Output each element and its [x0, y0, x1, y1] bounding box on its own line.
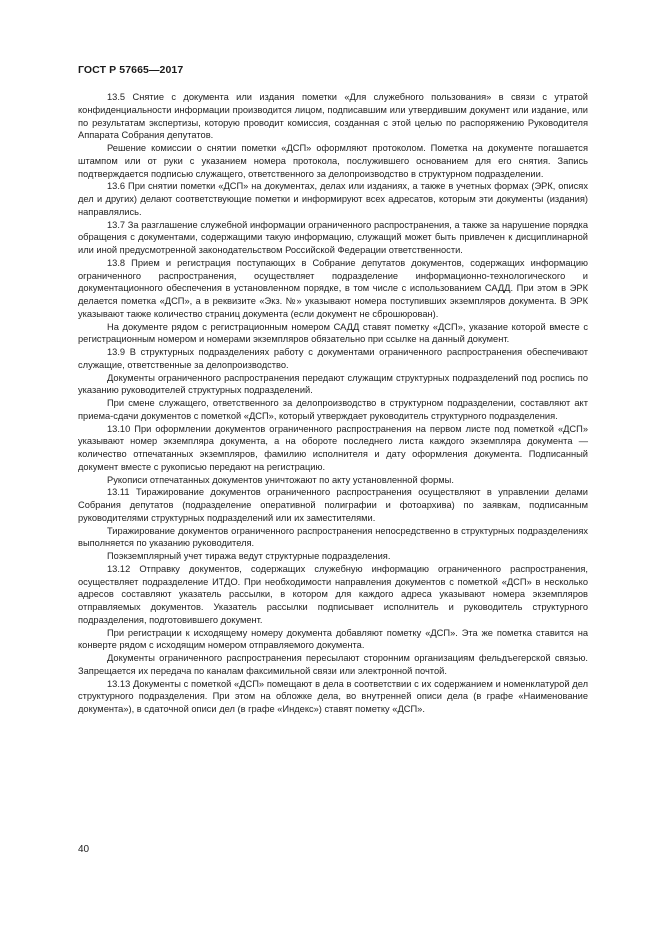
paragraph: Документы ограниченного распространения пересылают сторонним организациям фельдъегерской связью. Запрещается их передача по каналам факсимильной связи или электронной почтой. [78, 653, 588, 676]
paragraph: 13.13 Документы с пометкой «ДСП» помещают в дела в соответствии с их содержанием и номенклатурой дел структурного подразделения. При этом на обложке дела, во внутренней описи дела (в графе «Наименование документа»), в сдаточной описи дел (в графе «Индекс») ставят пометку «ДСП». [78, 678, 588, 714]
page-number: 40 [78, 844, 90, 855]
paragraph: 13.11 Тиражирование документов ограниченного распространения осуществляют в управлении делами Собрания депутатов (подразделение оперативной полиграфии и фотоархива) по заявкам, подписанным руководителями структурных подразделений или их заместителями. [78, 487, 588, 523]
paragraph: Документы ограниченного распространения передают служащим структурных подразделений под роспись по указанию руководителей структурных подразделений. [78, 372, 588, 396]
paragraph: Поэкземплярный учет тиража ведут структурные подразделения. [107, 551, 391, 561]
paragraph: Решение комиссии о снятии пометки «ДСП» оформляют протоколом. Пометка на документе погашается штампом или от руки с указанием номера протокола, послужившего основанием для его снятия. Запись подтверждается подписью служащего, ответственного за делопроизводство в структурном подразделении. [78, 143, 588, 179]
document-header: ГОСТ Р 57665—2017 [78, 64, 184, 76]
paragraph: При смене служащего, ответственного за делопроизводство в структурном подразделении, составляют акт приема-сдачи документов с пометкой «ДСП», который утверждает руководитель структурного подразделения. [78, 398, 588, 421]
paragraph: 13.9 В структурных подразделениях работу с документами ограниченного распространения обеспечивают служащие, ответственные за делопроизводство. [78, 347, 588, 370]
paragraph: При регистрации к исходящему номеру документа добавляют пометку «ДСП». Эта же пометка ставится на конверте рядом с исходящим номером отправляемого документа. [78, 627, 588, 651]
paragraph: 13.6 При снятии пометки «ДСП» на документах, делах или изданиях, а также в учетных формах (ЭРК, описях дел и других) делают соответствующие пометки и информируют всех адресатов, которым эти документы (издания) направлялись. [78, 181, 588, 217]
paragraph: 13.8 Прием и регистрация поступающих в Собрание депутатов документов, содержащих информацию ограниченного распространения, осуществляет подразделение информационно-технологического и документационного обеспечения в установленном порядке, в том числе с использованием САДД. При этом в ЭРК делается пометка «ДСП», а в реквизите «Экз. №» указывают номера поступивших экземпляров документа. В ЭРК указывают также количество страниц документа (если документ не сброшюрован). [78, 257, 588, 319]
document-body [78, 91, 588, 716]
paragraph: Рукописи отпечатанных документов уничтожают по акту установленной формы. [107, 474, 454, 485]
paragraph: 13.7 За разглашение служебной информации ограниченного распространения, а также за нарушение порядка обращения с документами, содержащими такую информацию, служащий может быть привлечен к дисциплинарной или иной предусмотренной законодательством Российской Федерации ответственности. [78, 219, 588, 255]
paragraph: 13.5 Снятие с документа или издания пометки «Для служебного пользования» в связи с утратой конфиденциальности информации производится лицом, подписавшим или утвердившим документ или издание, или по результатам экспертизы, которую проводит комиссия, созданная с этой целью по распоряжению Руководителя Аппарата Собрания депутатов. [78, 92, 588, 141]
paragraph: 13.10 При оформлении документов ограниченного распространения на первом листе под пометкой «ДСП» указывают номер экземпляра документа, а на обороте последнего листа каждого экземпляра документа — количество отпечатанных экземпляров, фамилию исполнителя и дату оформления документа. Подписанный документ вместе с рукописью передают на регистрацию. [78, 423, 588, 472]
paragraph: На документе рядом с регистрационным номером САДД ставят пометку «ДСП», указание которой вместе с регистрационным номером и номерами экземпляров обязательно при ссылке на данный документ. [78, 321, 588, 345]
paragraph: Тиражирование документов ограниченного распространения непосредственно в структурных подразделениях выполняется по указанию руководителя. [78, 525, 588, 549]
paragraph: 13.12 Отправку документов, содержащих служебную информацию ограниченного распространения, осуществляет подразделение ИТДО. При необходимости направления документов с пометкой «ДСП» в несколько адресов составляют указатель рассылки, в котором для каждого адреса указывают номера экземпляров отправляемых документов. Указатель рассылки подписывает исполнитель и руководитель структурного подразделения, подготовившего документ. [78, 563, 588, 625]
